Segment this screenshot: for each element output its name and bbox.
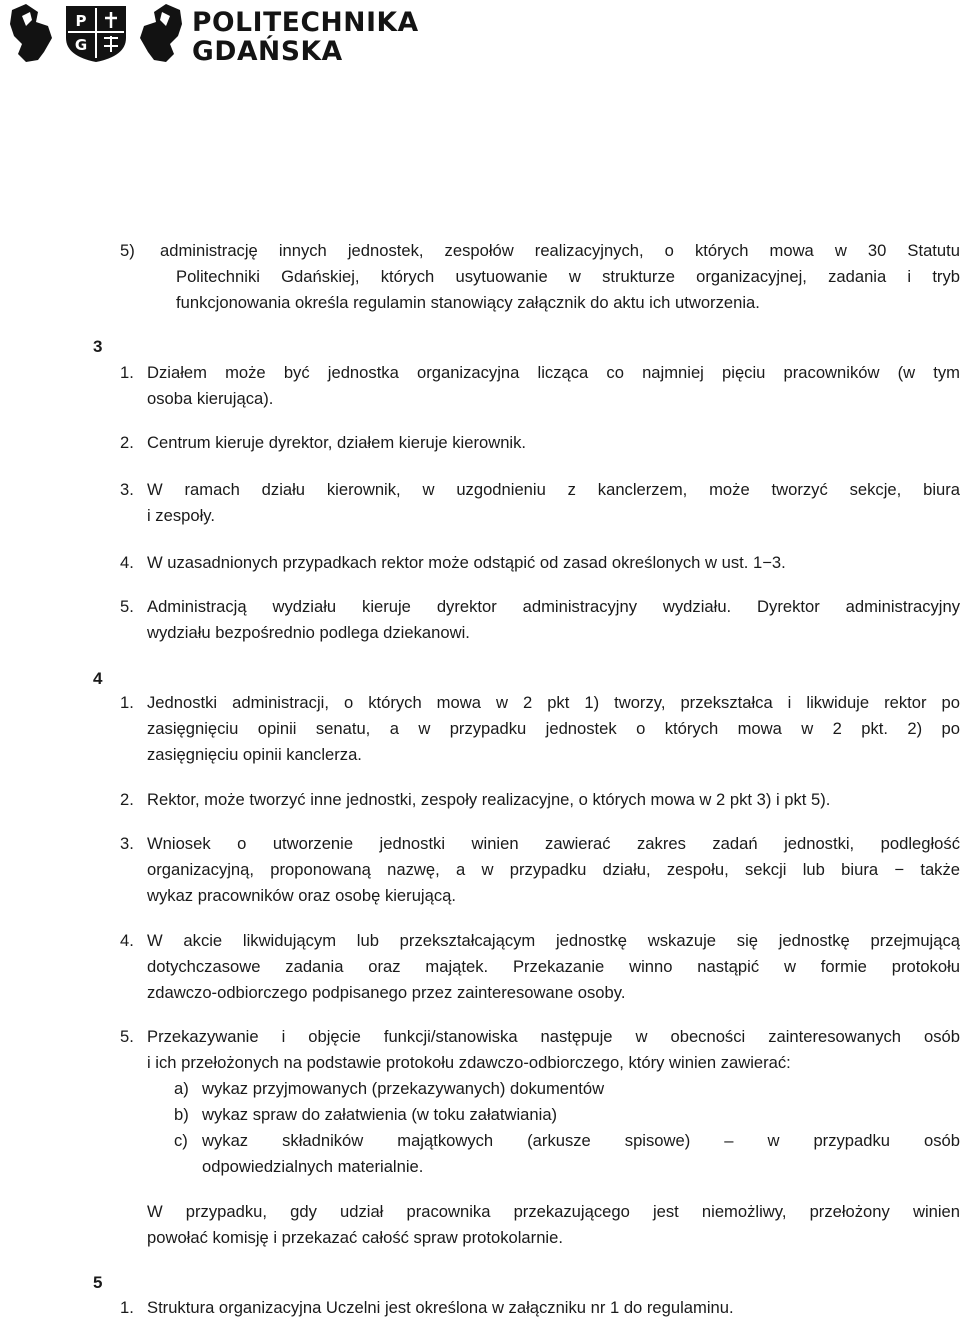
paragraph bbox=[147, 477, 960, 529]
paragraph bbox=[147, 550, 960, 576]
text-line: zasięgnięciu opinii kanclerza. bbox=[147, 745, 362, 764]
text-line: W ramach działu kierownik, w uzgodnieniu z kanclerzem, może tworzyć sekcje, biura bbox=[147, 480, 960, 499]
text-line: odpowiedzialnych materialnie. bbox=[202, 1157, 424, 1176]
sublist-item bbox=[202, 1102, 960, 1128]
paragraph bbox=[147, 1024, 960, 1076]
text-line: wydziału bezpośrednio podlega dziekanowi. bbox=[147, 623, 470, 642]
institution-name-line1: POLITECHNIKA bbox=[192, 7, 419, 38]
text-line: W akcie likwidującym lub przekształcającym jednostkę wskazuje się jednostkę przejmującą bbox=[147, 931, 960, 950]
text-line: organizacyjną, proponowaną nazwę, a w przypadku działu, zespołu, sekcji lub biura − także bbox=[147, 860, 960, 879]
paragraph bbox=[147, 831, 960, 909]
list-item-number: 1. bbox=[120, 693, 134, 712]
intro-item-text bbox=[160, 238, 960, 264]
text-line: Administracją wydziału kieruje dyrektor administracyjny wydziału. Dyrektor administracyjny bbox=[147, 597, 960, 616]
institution-name bbox=[192, 8, 419, 66]
svg-text:P: P bbox=[75, 12, 87, 30]
paragraph bbox=[147, 594, 960, 646]
institution-name-line2: GDAŃSKA bbox=[192, 36, 343, 67]
text-line: Struktura organizacyjna Uczelni jest określona w załączniku nr 1 do regulaminu. bbox=[147, 1298, 734, 1317]
university-logo bbox=[8, 2, 428, 66]
text-line: zdawczo-odbiorczego podpisanego przez zainteresowane osoby. bbox=[147, 983, 626, 1002]
list-item-number: 1. bbox=[120, 1298, 134, 1317]
text-line: Przekazywanie i objęcie funkcji/stanowiska następuje w obecności zainteresowanych osób bbox=[147, 1027, 960, 1046]
paragraph bbox=[147, 787, 960, 813]
text-line: zasięgnięciu opinii senatu, a w przypadku jednostek o których mowa w 2 pkt. 2) po bbox=[147, 719, 960, 738]
section-heading: 4 bbox=[93, 669, 103, 688]
text-line: osoba kierująca). bbox=[147, 389, 274, 408]
sublist-item-letter: a) bbox=[174, 1079, 189, 1098]
text-line: W przypadku, gdy udział pracownika przekazującego jest niemożliwy, przełożony winien bbox=[147, 1202, 960, 1221]
list-item-number: 3. bbox=[120, 834, 134, 853]
intro-item-text-cont bbox=[176, 264, 960, 316]
text-line: wykaz przyjmowanych (przekazywanych) dokumentów bbox=[202, 1079, 605, 1098]
sublist-item bbox=[202, 1128, 960, 1180]
closing-paragraph bbox=[147, 1199, 960, 1251]
paragraph bbox=[147, 430, 960, 456]
paragraph bbox=[147, 690, 960, 768]
text-line: administrację innych jednostek, zespołów realizacyjnych, o których mowa w 30 Statutu bbox=[160, 241, 960, 260]
text-line: Politechniki Gdańskiej, których usytuowanie w strukturze organizacyjnej, zadania i tryb bbox=[176, 267, 960, 286]
paragraph bbox=[147, 360, 960, 412]
list-item-number: 1. bbox=[120, 363, 134, 382]
text-line: Rektor, może tworzyć inne jednostki, zespoły realizacyjne, o których mowa w 2 pkt 3) i pkt 5). bbox=[147, 790, 831, 809]
text-line: Działem może być jednostka organizacyjna licząca co najmniej pięciu pracowników (w tym bbox=[147, 363, 960, 382]
text-line: Jednostki administracji, o których mowa w 2 pkt 1) tworzy, przekształca i likwiduje rektor po bbox=[147, 693, 960, 712]
text-line: i zespoły. bbox=[147, 506, 215, 525]
list-item-number: 5) bbox=[120, 241, 135, 260]
text-line: W uzasadnionych przypadkach rektor może odstąpić od zasad określonych w ust. 1−3. bbox=[147, 553, 786, 572]
list-item-number: 2. bbox=[120, 790, 134, 809]
text-line: powołać komisję i przekazać całość spraw protokolarnie. bbox=[147, 1228, 563, 1247]
university-emblem-icon bbox=[8, 2, 184, 64]
list-item-number: 3. bbox=[120, 480, 134, 499]
svg-text:G: G bbox=[74, 36, 88, 54]
list-item-number: 2. bbox=[120, 433, 134, 452]
text-line: wykaz pracowników oraz osobę kierującą. bbox=[147, 886, 456, 905]
list-item-number: 4. bbox=[120, 931, 134, 950]
text-line: Centrum kieruje dyrektor, działem kieruje kierownik. bbox=[147, 433, 527, 452]
section-heading: 3 bbox=[93, 337, 103, 356]
text-line: wykaz składników majątkowych (arkusze spisowe) – w przypadku osób bbox=[202, 1131, 960, 1150]
text-line: wykaz spraw do załatwienia (w toku załatwiania) bbox=[202, 1105, 558, 1124]
sublist-item-letter: c) bbox=[174, 1131, 188, 1150]
text-line: Wniosek o utworzenie jednostki winien zawierać zakres zadań jednostki, podległość bbox=[147, 834, 960, 853]
paragraph bbox=[147, 1295, 960, 1321]
section-heading: 5 bbox=[93, 1273, 103, 1292]
sublist-item-letter: b) bbox=[174, 1105, 189, 1124]
list-item-number: 4. bbox=[120, 553, 134, 572]
text-line: i ich przełożonych na podstawie protokołu zdawczo-odbiorczego, który winien zawierać: bbox=[147, 1053, 791, 1072]
text-line: funkcjonowania określa regulamin stanowiący załącznik do aktu ich utworzenia. bbox=[176, 293, 760, 312]
text-line: dotychczasowe zadania oraz majątek. Przekazanie winno nastąpić w formie protokołu bbox=[147, 957, 960, 976]
list-item-number: 5. bbox=[120, 597, 134, 616]
list-item-number: 5. bbox=[120, 1027, 134, 1046]
paragraph bbox=[147, 928, 960, 1006]
sublist-item bbox=[202, 1076, 960, 1102]
